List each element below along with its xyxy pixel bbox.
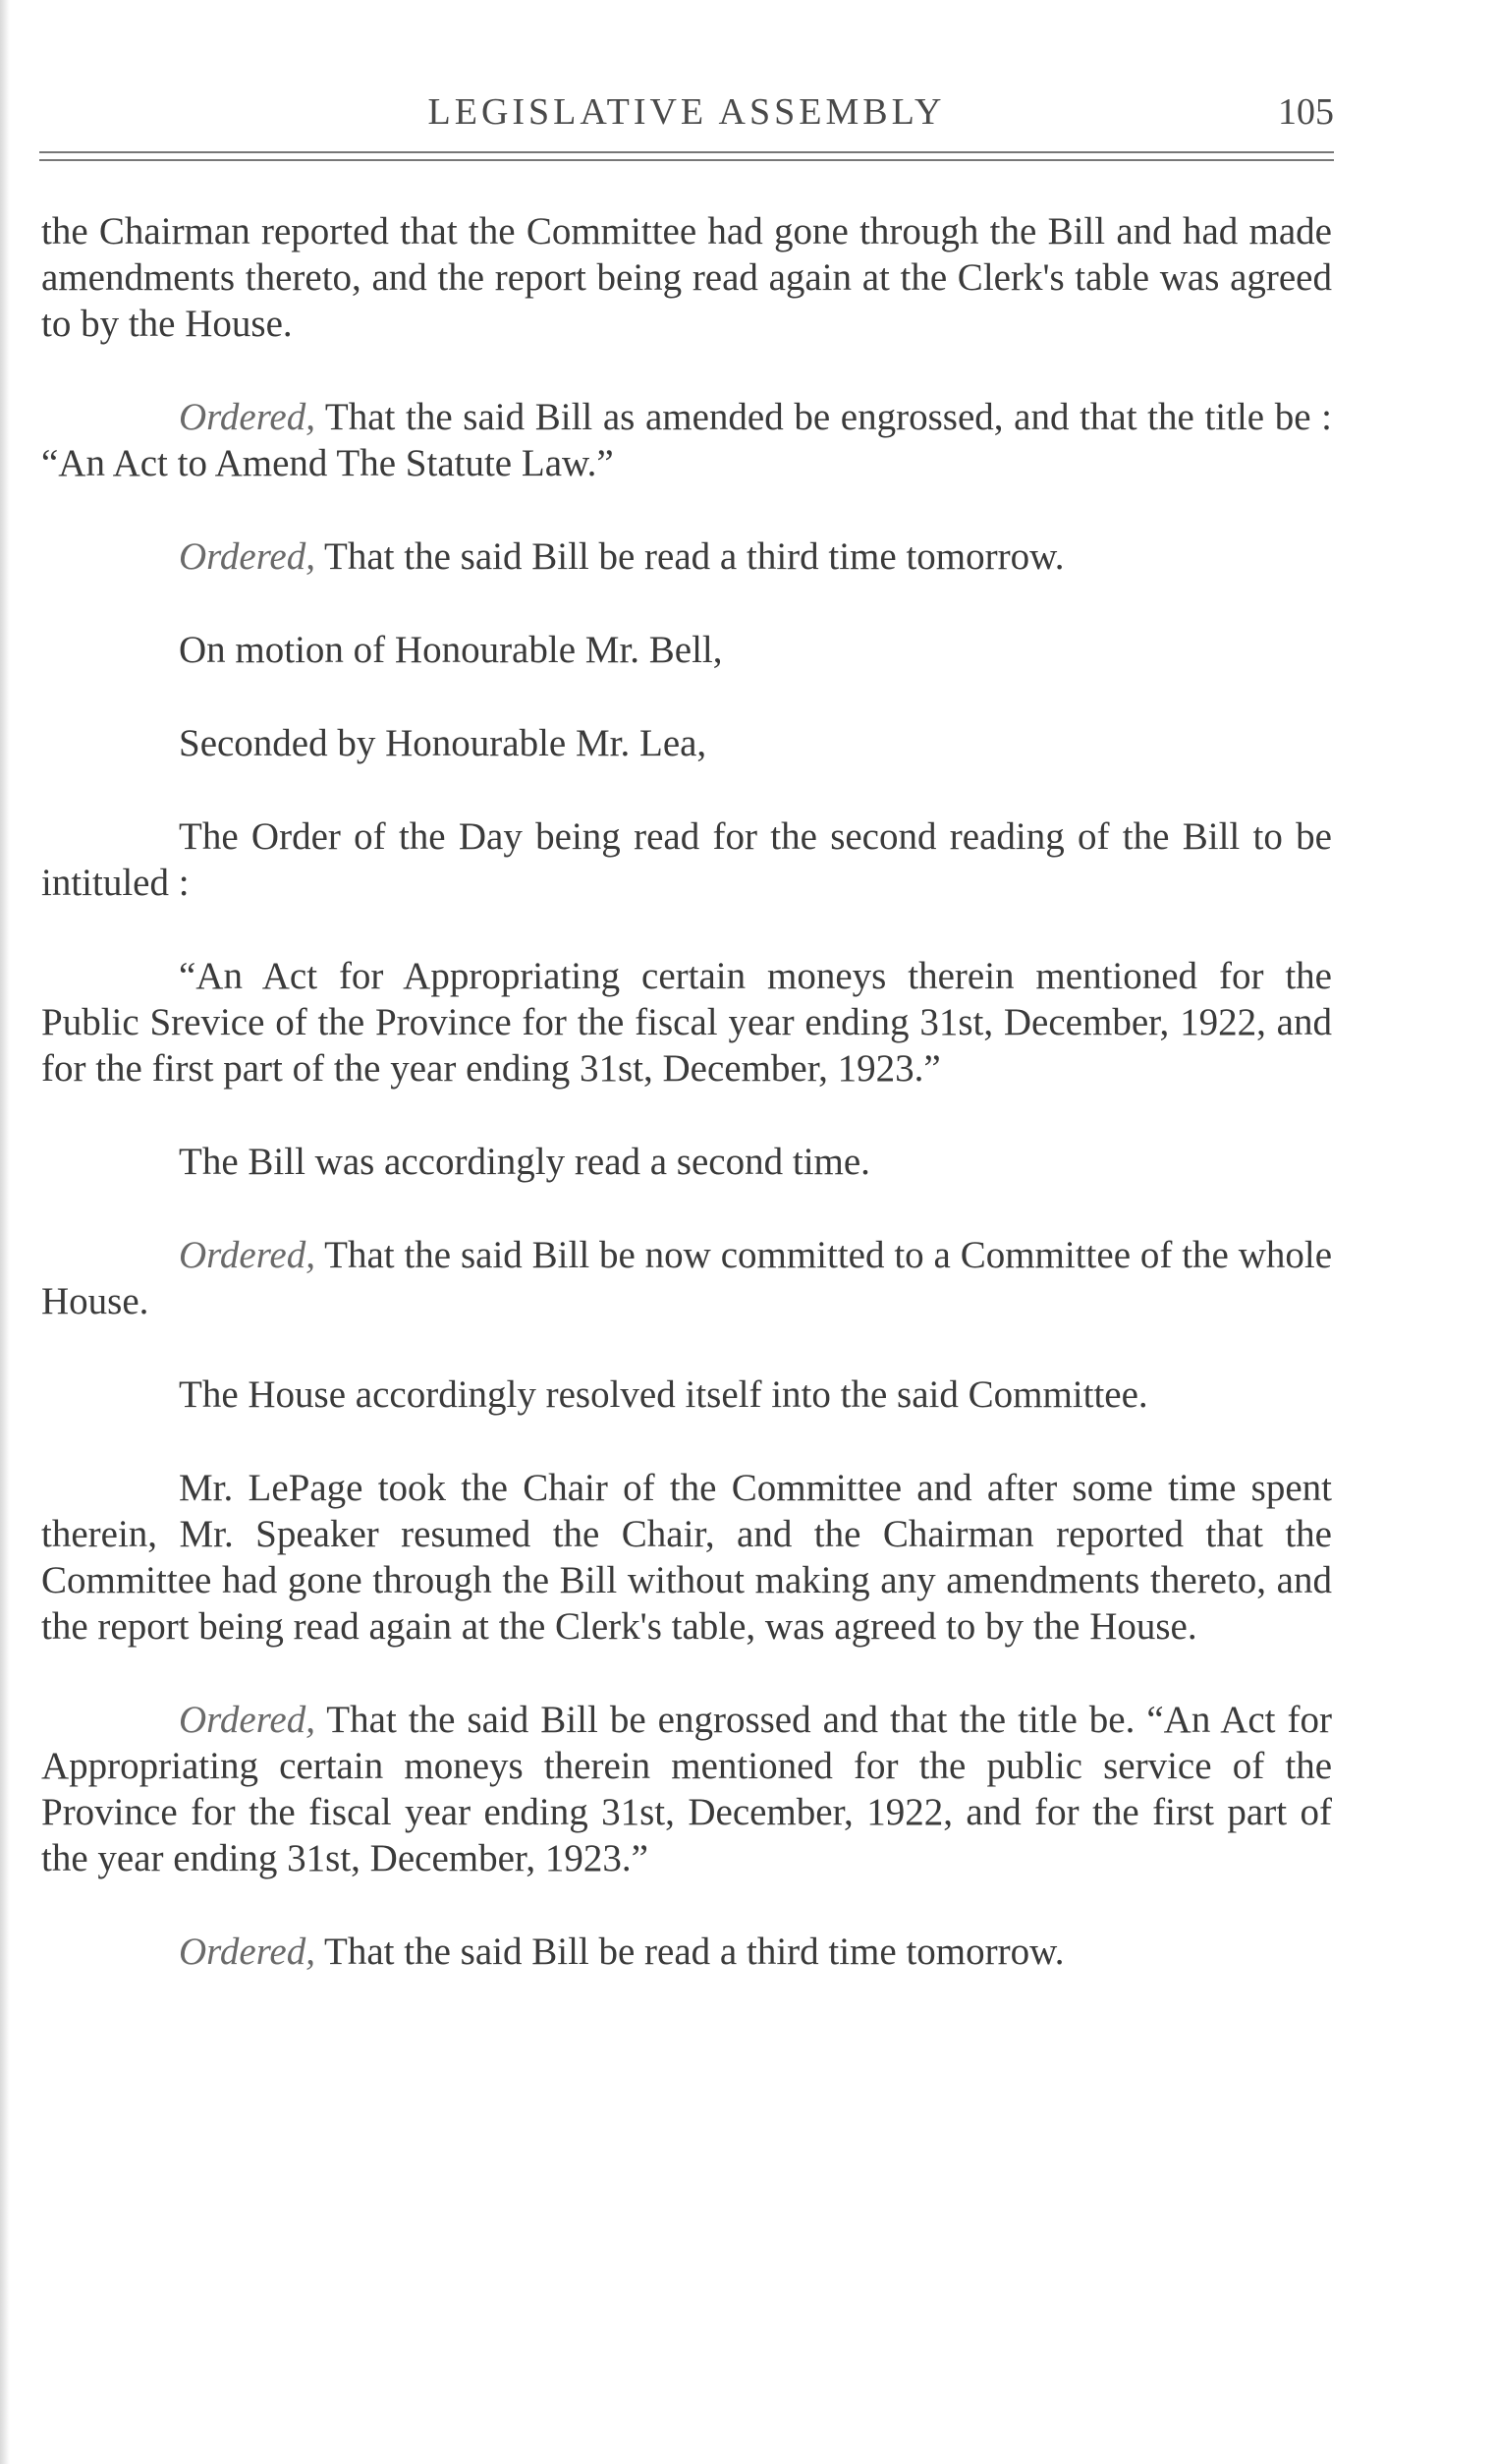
paragraph-text: Mr. LePage took the Chair of the Committee and after some time spent therein, Mr. Speaker resumed the Chair, and the Chairman reported that the Committee had gone through the Bill without making any amendments thereto, and the report being read again at the Clerk's table, was agreed to by the House. — [41, 1467, 1332, 1648]
ordered-label: Ordered, — [179, 396, 315, 438]
paragraph-text: That the said Bill be read a third time tomorrow. — [315, 535, 1065, 578]
header-rule-bottom — [39, 159, 1334, 161]
paragraph-text: That the said Bill as amended be engrossed, and that the title be : “An Act to Amend The Statute Law.” — [41, 396, 1332, 484]
paragraph-text: On motion of Honourable Mr. Bell, — [179, 629, 723, 671]
ordered-label: Ordered, — [179, 1234, 315, 1276]
paragraph-text: “An Act for Appropriating certain moneys therein mentioned for the Public Srevice of the Province for the fiscal year ending 31st, December, 1922, and for the first part of the year ending 31st, December, 1923.” — [41, 955, 1332, 1090]
paragraph-text: The Bill was accordingly read a second time. — [179, 1141, 870, 1183]
paragraph-1 — [41, 208, 1332, 347]
page-edge-shadow — [0, 0, 10, 2464]
body-text — [41, 208, 1332, 2022]
paragraph-text: The Order of the Day being read for the second reading of the Bill to be intituled : — [41, 815, 1332, 904]
ordered-label: Ordered, — [179, 535, 315, 578]
ordered-label: Ordered, — [179, 1699, 315, 1741]
running-title: LEGISLATIVE ASSEMBLY — [427, 91, 946, 133]
paragraph-7 — [41, 953, 1332, 1092]
paragraph-10 — [41, 1372, 1332, 1418]
paragraph-text: Seconded by Honourable Mr. Lea, — [179, 722, 707, 764]
paragraph-2 — [41, 394, 1332, 486]
paragraph-13 — [41, 1929, 1332, 1975]
paragraph-8 — [41, 1139, 1332, 1185]
paragraph-3 — [41, 533, 1332, 580]
header-rule-top — [39, 151, 1334, 153]
paragraph-9 — [41, 1232, 1332, 1324]
paragraph-text: That the said Bill be engrossed and that the title be. “An Act for Appropriating certain moneys therein mentioned for the public service of the Province for the fiscal year ending 31st, December, 1922, and for the first part of the year ending 31st, December, 1923.” — [41, 1699, 1332, 1879]
paragraph-text: the Chairman reported that the Committee had gone through the Bill and had made amendments thereto, and the report being read again at the Clerk's table was agreed to by the House. — [41, 210, 1332, 345]
paragraph-11 — [41, 1465, 1332, 1650]
paragraph-12 — [41, 1697, 1332, 1881]
paragraph-text: The House accordingly resolved itself into the said Committee. — [179, 1373, 1148, 1416]
paragraph-4 — [41, 627, 1332, 673]
page-header — [39, 90, 1334, 132]
paragraph-6 — [41, 813, 1332, 906]
page-number: 105 — [1278, 91, 1334, 133]
paragraph-5 — [41, 720, 1332, 766]
ordered-label: Ordered, — [179, 1931, 315, 1973]
paragraph-text: That the said Bill be now committed to a Committee of the whole House. — [41, 1234, 1332, 1322]
paragraph-text: That the said Bill be read a third time tomorrow. — [315, 1931, 1065, 1973]
